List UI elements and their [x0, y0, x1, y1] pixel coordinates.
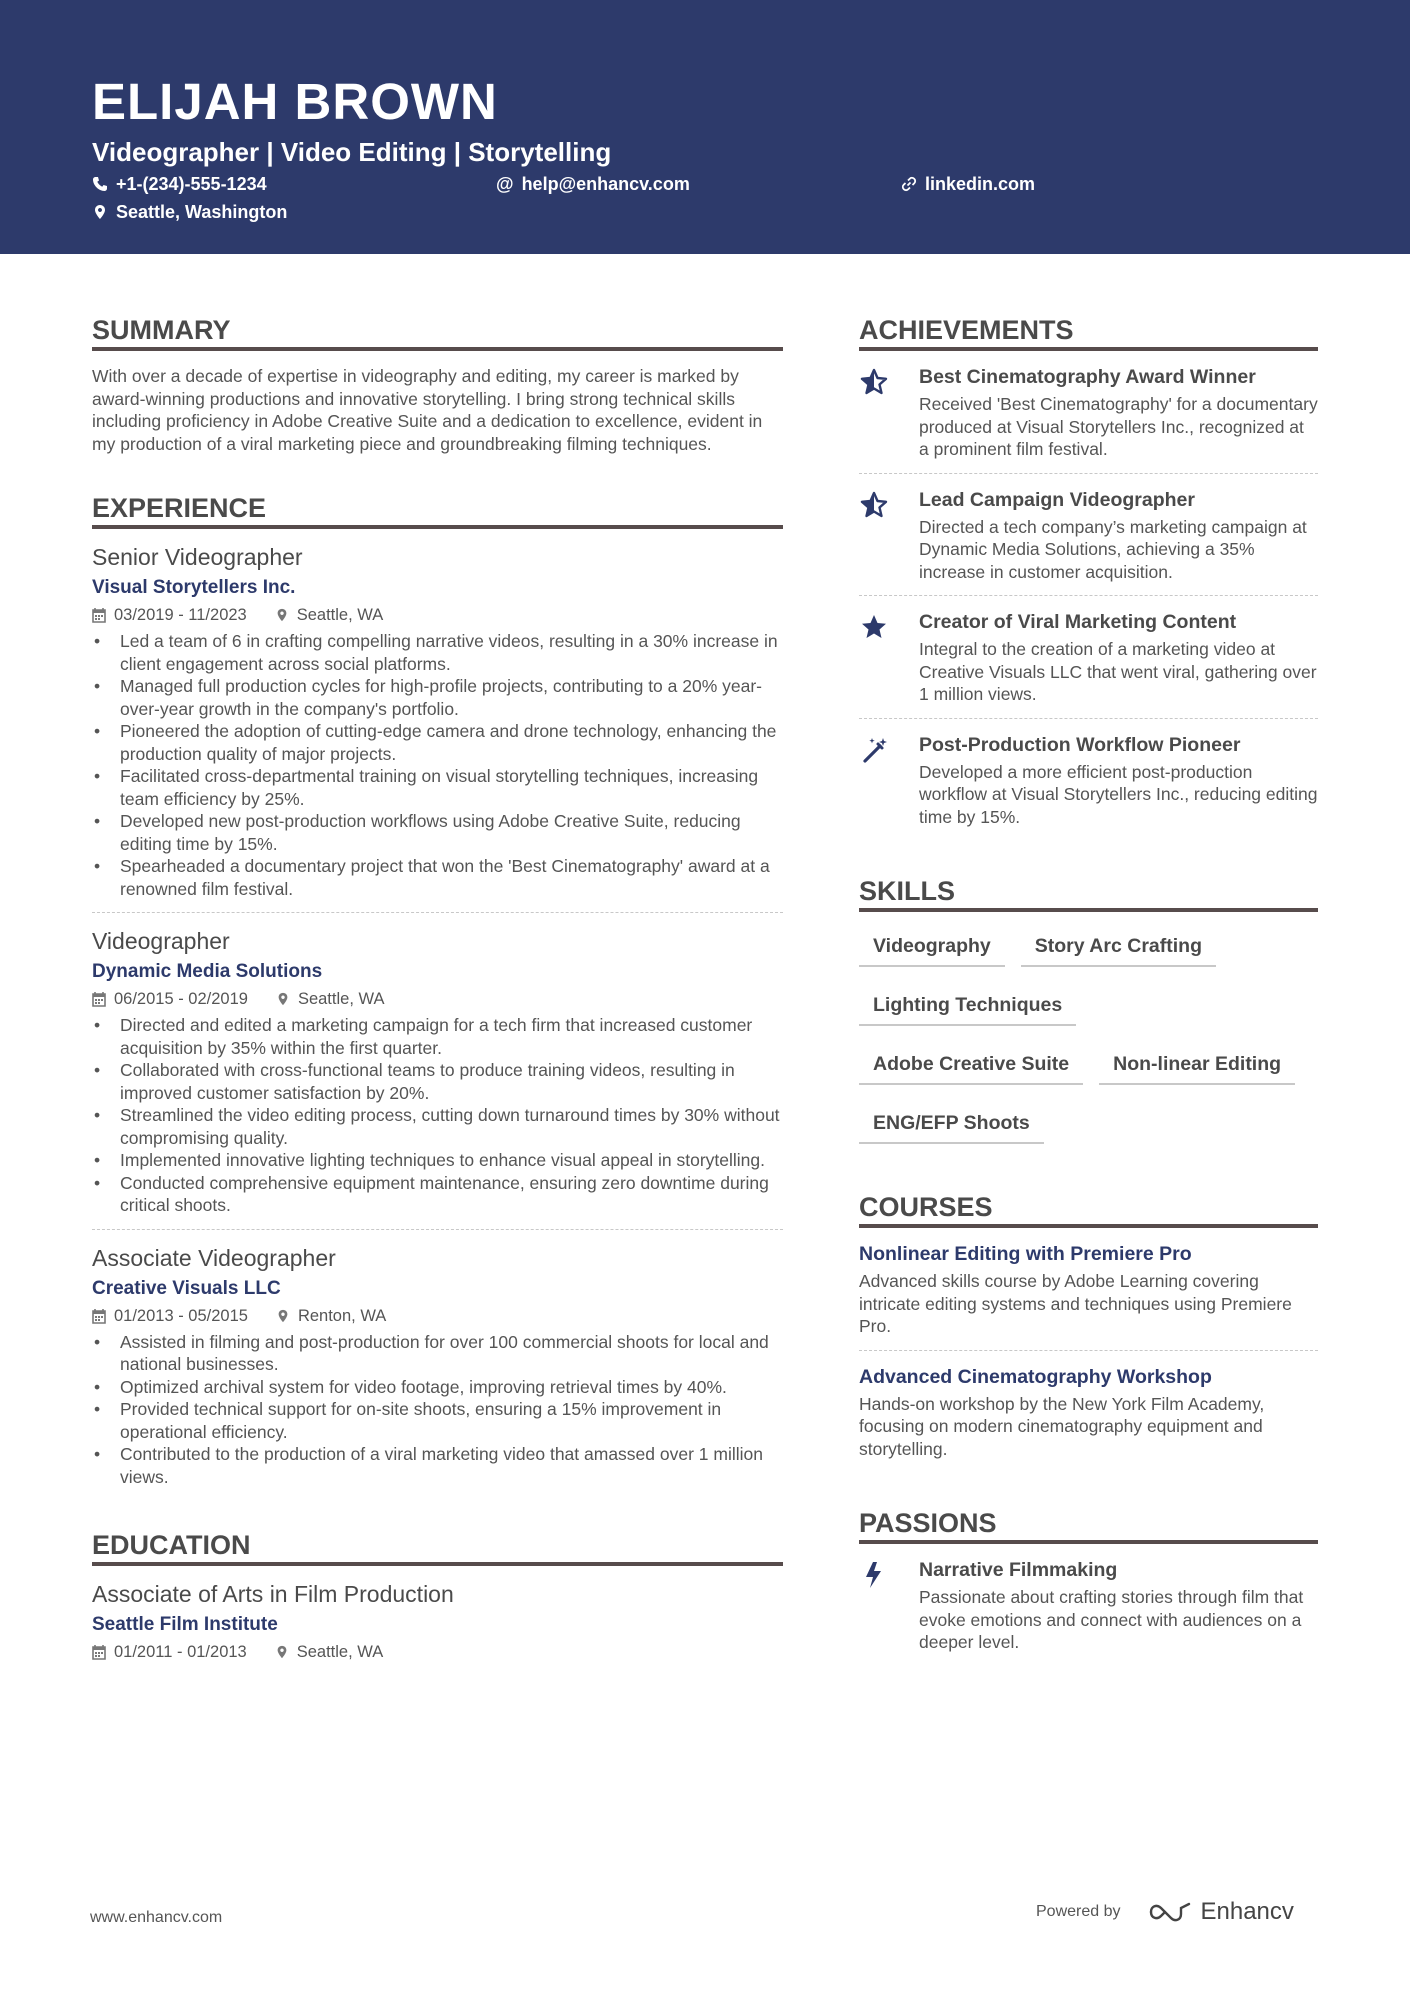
- bullet-item: • Facilitated cross-departmental training on visual storytelling techniques, increasing team efficiency by 25%.: [120, 765, 783, 810]
- job-bullets: [92, 1331, 783, 1489]
- education-dates: 01/2011 - 01/2013: [114, 1643, 247, 1661]
- contact-phone: [92, 173, 267, 195]
- experience-entry: [92, 927, 783, 1230]
- linkedin-text: linkedin.com: [925, 174, 1036, 194]
- job-meta: [92, 1305, 783, 1327]
- job-location: [275, 604, 384, 626]
- left-column: [92, 313, 783, 1663]
- bullet-item: • Provided technical support for on-site shoots, ensuring a 15% improvement in operational efficiency.: [120, 1398, 783, 1443]
- skill-tag: Lighting Techniques: [859, 989, 1076, 1026]
- achievement-title: Best Cinematography Award Winner: [919, 366, 1256, 388]
- job-location-text: Seattle, WA: [296, 606, 384, 624]
- job-dates: 01/2013 - 05/2015: [114, 1306, 248, 1325]
- divider: [92, 1229, 783, 1230]
- education-entry: [92, 1580, 783, 1663]
- experience-title: EXPERIENCE: [92, 491, 783, 529]
- course-title: Nonlinear Editing with Premiere Pro: [859, 1243, 1192, 1265]
- skill-tag: Non-linear Editing: [1099, 1048, 1295, 1085]
- email-text: help@enhancv.com: [521, 174, 690, 194]
- divider: [92, 912, 783, 913]
- job-title: Videographer: [92, 928, 230, 954]
- star-filled-icon: [859, 612, 889, 642]
- course-title: Advanced Cinematography Workshop: [859, 1365, 1212, 1388]
- degree-title: Associate of Arts in Film Production: [92, 1581, 454, 1607]
- job-location-text: Seattle, WA: [297, 990, 385, 1008]
- calendar-icon: [92, 991, 106, 1007]
- job-meta: [92, 604, 783, 626]
- contact-email: [496, 173, 690, 195]
- school-name: Seattle Film Institute: [92, 1614, 278, 1635]
- skills-list: [859, 930, 1318, 1144]
- achievement-desc: Directed a tech company’s marketing campaign at Dynamic Media Solutions, achieving a 35% increase in customer acquisition.: [919, 516, 1307, 582]
- achievement-item: [859, 474, 1318, 584]
- divider: [859, 1350, 1318, 1351]
- achievement-title: Creator of Viral Marketing Content: [919, 611, 1237, 633]
- location-pin-icon: [92, 204, 108, 220]
- courses-title: COURSES: [859, 1190, 1318, 1228]
- bullet-item: • Collaborated with cross-functional teams to produce training videos, resulting in improved customer satisfaction by 20%.: [120, 1059, 783, 1104]
- achievement-desc: Received 'Best Cinematography' for a documentary produced at Visual Storytellers Inc., recognized at a prominent film festival.: [919, 394, 1318, 459]
- bullet-item: • Spearheaded a documentary project that won the 'Best Cinematography' award at a renowned film festival.: [120, 855, 783, 900]
- course-item: [859, 1365, 1318, 1461]
- achievement-item: [859, 351, 1318, 461]
- achievement-desc: Integral to the creation of a marketing video at Creative Visuals LLC that went viral, gathering over 1 million views.: [919, 639, 1317, 704]
- passion-item: [859, 1544, 1318, 1654]
- company-name: Dynamic Media Solutions: [92, 961, 323, 982]
- job-bullets: [92, 1014, 783, 1217]
- location-pin-icon: [275, 1644, 289, 1660]
- at-icon: @: [496, 174, 514, 194]
- job-title: Associate Videographer: [92, 1244, 336, 1271]
- skill-tag: Videography: [859, 930, 1005, 967]
- location-text: Seattle, Washington: [116, 202, 288, 222]
- course-desc: Hands-on workshop by the New York Film Academy, focusing on modern cinematography equipment and storytelling.: [859, 1393, 1265, 1459]
- achievement-item: [859, 719, 1318, 829]
- skills-title: SKILLS: [859, 874, 1318, 912]
- right-column: [859, 313, 1318, 1654]
- experience-entry: [92, 1244, 783, 1489]
- education-title: EDUCATION: [92, 1528, 783, 1566]
- skill-tag: Story Arc Crafting: [1021, 930, 1216, 967]
- achievement-title: Post-Production Workflow Pioneer: [919, 733, 1241, 756]
- enhancv-logo-icon: [1147, 1900, 1193, 1924]
- candidate-name: ELIJAH BROWN: [92, 73, 498, 130]
- passion-title: Narrative Filmmaking: [919, 1559, 1118, 1581]
- calendar-icon: [92, 1644, 106, 1660]
- bullet-item: • Directed and edited a marketing campaign for a tech firm that increased customer acquisition by 35% within the first quarter.: [120, 1014, 783, 1059]
- star-outline-icon: [859, 367, 889, 397]
- contact-linkedin[interactable]: [901, 173, 1035, 195]
- bullet-item: • Streamlined the video editing process, cutting down turnaround times by 30% without compromising quality.: [120, 1104, 783, 1149]
- resume-header: [0, 0, 1410, 254]
- achievement-title: Lead Campaign Videographer: [919, 488, 1195, 511]
- bullet-item: • Conducted comprehensive equipment maintenance, ensuring zero downtime during critical shoots.: [120, 1172, 783, 1217]
- phone-icon: [92, 176, 108, 192]
- brand-name: Enhancv: [1200, 1898, 1294, 1925]
- education-meta: [92, 1641, 783, 1663]
- education-location-text: Seattle, WA: [296, 1643, 384, 1661]
- link-icon: [901, 176, 917, 192]
- experience-entry: [92, 543, 783, 913]
- location-pin-icon: [276, 1308, 290, 1324]
- job-title: Senior Videographer: [92, 544, 303, 570]
- bullet-item: • Optimized archival system for video footage, improving retrieval times by 40%.: [120, 1376, 783, 1399]
- bullet-item: • Led a team of 6 in crafting compelling narrative videos, resulting in a 30% increase in client engagement across social platforms.: [120, 630, 783, 675]
- powered-by-label: Powered by: [1036, 1903, 1121, 1920]
- job-bullets: [92, 630, 783, 900]
- company-name: Visual Storytellers Inc.: [92, 577, 296, 598]
- candidate-headline: Videographer | Video Editing | Storytelling: [92, 137, 612, 167]
- contact-location: [92, 201, 287, 223]
- star-outline-icon: [859, 490, 889, 520]
- lightning-icon: [859, 1560, 889, 1590]
- calendar-icon: [92, 1308, 106, 1324]
- course-item: [859, 1242, 1318, 1338]
- job-dates: 03/2019 - 11/2023: [114, 606, 247, 624]
- passions-title: PASSIONS: [859, 1506, 1318, 1544]
- phone-text: +1-(234)-555-1234: [116, 174, 267, 194]
- bullet-item: • Developed new post-production workflows using Adobe Creative Suite, reducing editing time by 15%.: [120, 810, 783, 855]
- job-dates: 06/2015 - 02/2019: [114, 990, 248, 1008]
- bullet-item: • Assisted in filming and post-production for over 100 commercial shoots for local and national businesses.: [120, 1331, 783, 1376]
- bullet-item: • Pioneered the adoption of cutting-edge camera and drone technology, enhancing the production quality of major projects.: [120, 720, 783, 765]
- location-pin-icon: [275, 607, 289, 623]
- bullet-item: • Contributed to the production of a viral marketing video that amassed over 1 million views.: [120, 1443, 783, 1488]
- magic-wand-icon: [859, 735, 889, 765]
- skill-tag: Adobe Creative Suite: [859, 1048, 1083, 1085]
- company-name: Creative Visuals LLC: [92, 1277, 281, 1299]
- calendar-icon: [92, 607, 106, 623]
- bullet-item: • Managed full production cycles for high-profile projects, contributing to a 20% year-over-year growth in the company's portfolio.: [120, 675, 783, 720]
- job-location: [276, 1305, 386, 1327]
- brand-logo[interactable]: [1147, 1898, 1294, 1926]
- location-pin-icon: [276, 991, 290, 1007]
- bullet-item: • Implemented innovative lighting techniques to enhance visual appeal in storytelling.: [120, 1149, 783, 1172]
- footer-branding: [1036, 1898, 1294, 1926]
- education-location: [275, 1641, 384, 1663]
- achievements-title: ACHIEVEMENTS: [859, 313, 1318, 351]
- footer-website[interactable]: www.enhancv.com: [90, 1909, 223, 1926]
- summary-title: SUMMARY: [92, 313, 783, 351]
- course-desc: Advanced skills course by Adobe Learning covering intricate editing systems and techniques using Premiere Pro.: [859, 1271, 1292, 1336]
- achievement-item: [859, 596, 1318, 706]
- summary-text: With over a decade of expertise in videography and editing, my career is marked by award-winning productions and innovative storytelling. I bring strong technical skills including proficiency in Adobe Creative Suite and a dedication to excellence, evident in my production of a viral marketing piece and groundbreaking filming techniques.: [92, 366, 763, 454]
- job-location: [276, 988, 385, 1010]
- achievement-desc: Developed a more efficient post-production workflow at Visual Storytellers Inc., reducing editing time by 15%.: [919, 761, 1318, 827]
- skill-tag: ENG/EFP Shoots: [859, 1107, 1044, 1144]
- job-meta: [92, 988, 783, 1010]
- job-location-text: Renton, WA: [297, 1306, 387, 1325]
- passion-desc: Passionate about crafting stories through film that evoke emotions and connect with audiences on a deeper level.: [919, 1587, 1304, 1652]
